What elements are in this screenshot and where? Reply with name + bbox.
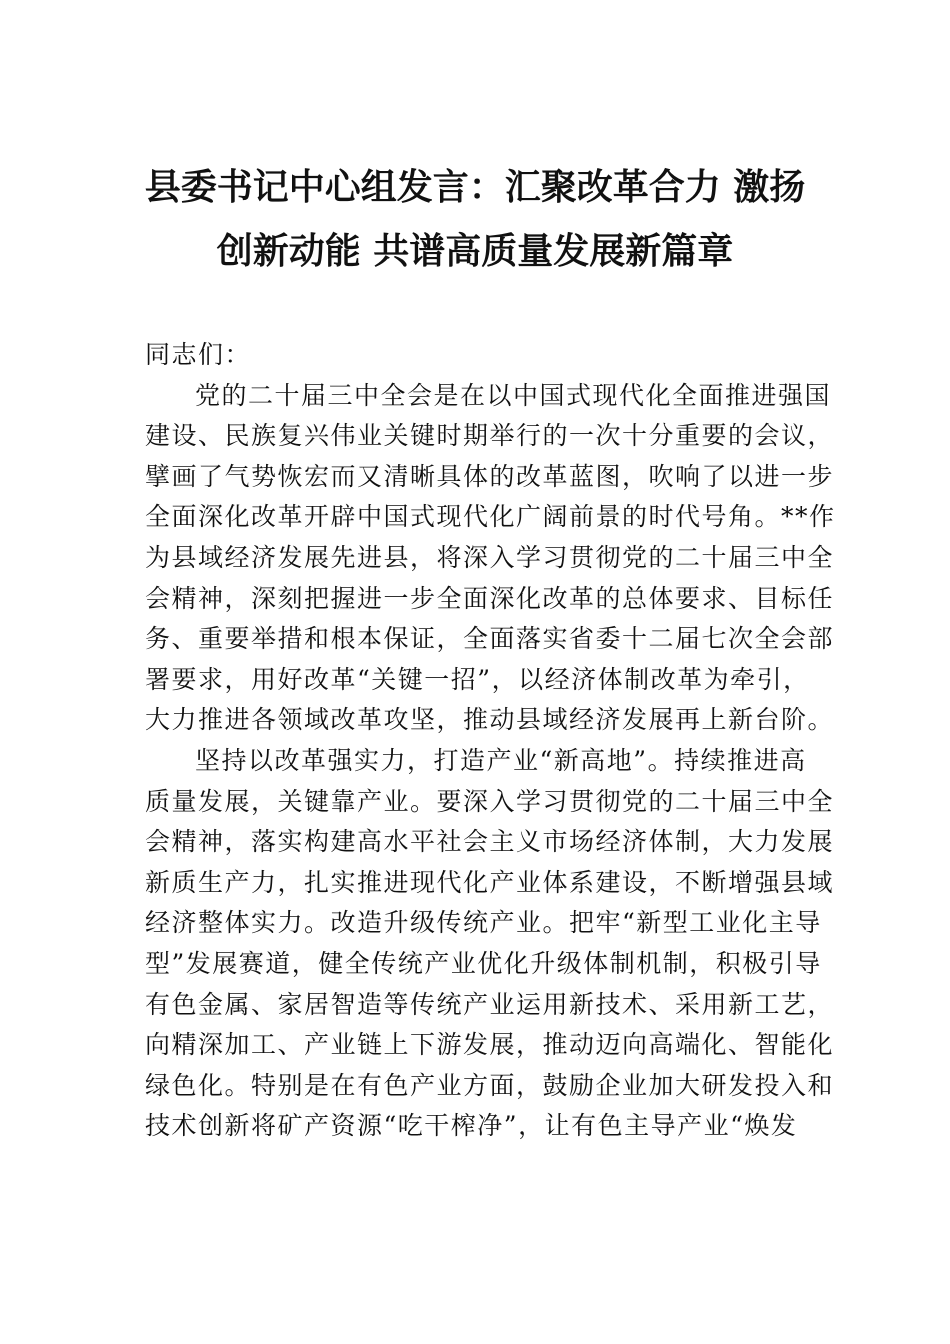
text-line: 向精深加工、产业链上下游发展，推动迈向高端化、智能化 [145, 1030, 835, 1060]
text-line: 务、重要举措和根本保证，全面落实省委十二届七次全会部 [145, 624, 835, 654]
text-line: 全面深化改革开辟中国式现代化广阔前景的时代号角。**作 [145, 502, 836, 532]
text-line: 型”发展赛道，健全传统产业优化升级体制机制，积极引导 [145, 948, 822, 978]
title-line: 创新动能 共谱高质量发展新篇章 [216, 230, 734, 272]
text-line: 署要求，用好改革“关键一招”，以经济体制改革为牵引， [145, 664, 810, 694]
paragraph-1 [145, 376, 836, 741]
text-line: 擘画了气势恢宏而又清晰具体的改革蓝图，吹响了以进一步 [145, 461, 835, 491]
text-line: 质量发展，关键靠产业。要深入学习贯彻党的二十届三中全 [145, 786, 835, 816]
document-body [145, 335, 836, 1147]
text-line: 经济整体实力。改造升级传统产业。把牢“新型工业化主导 [145, 908, 822, 938]
text-line: 绿色化。特别是在有色产业方面，鼓励企业加大研发投入和 [145, 1070, 835, 1100]
text-line: 会精神，落实构建高水平社会主义市场经济体制，大力发展 [145, 827, 835, 857]
text-line: 大力推进各领域改革攻坚，推动县域经济发展再上新台阶。 [145, 705, 835, 735]
text-line: 技术创新将矿产资源“吃干榨净”，让有色主导产业“焕发 [145, 1111, 798, 1141]
salutation: 同志们： [145, 340, 252, 369]
text-line: 会精神，深刻把握进一步全面深化改革的总体要求、目标任 [145, 583, 835, 613]
text-line: 坚持以改革强实力，打造产业“新高地”。持续推进高 [195, 745, 807, 775]
paragraph-2 [145, 741, 835, 1147]
title-line: 县委书记中心组发言：汇聚改革合力 激扬 [144, 166, 806, 208]
text-line: 党的二十届三中全会是在以中国式现代化全面推进强国 [195, 380, 832, 410]
document-title [110, 155, 840, 283]
text-line: 有色金属、家居智造等传统产业运用新技术、采用新工艺， [145, 989, 835, 1019]
text-line: 为县域经济发展先进县，将深入学习贯彻党的二十届三中全 [145, 542, 835, 572]
text-line: 新质生产力，扎实推进现代化产业体系建设，不断增强县域 [145, 867, 835, 897]
text-line: 建设、民族复兴伟业关键时期举行的一次十分重要的会议， [145, 421, 835, 451]
